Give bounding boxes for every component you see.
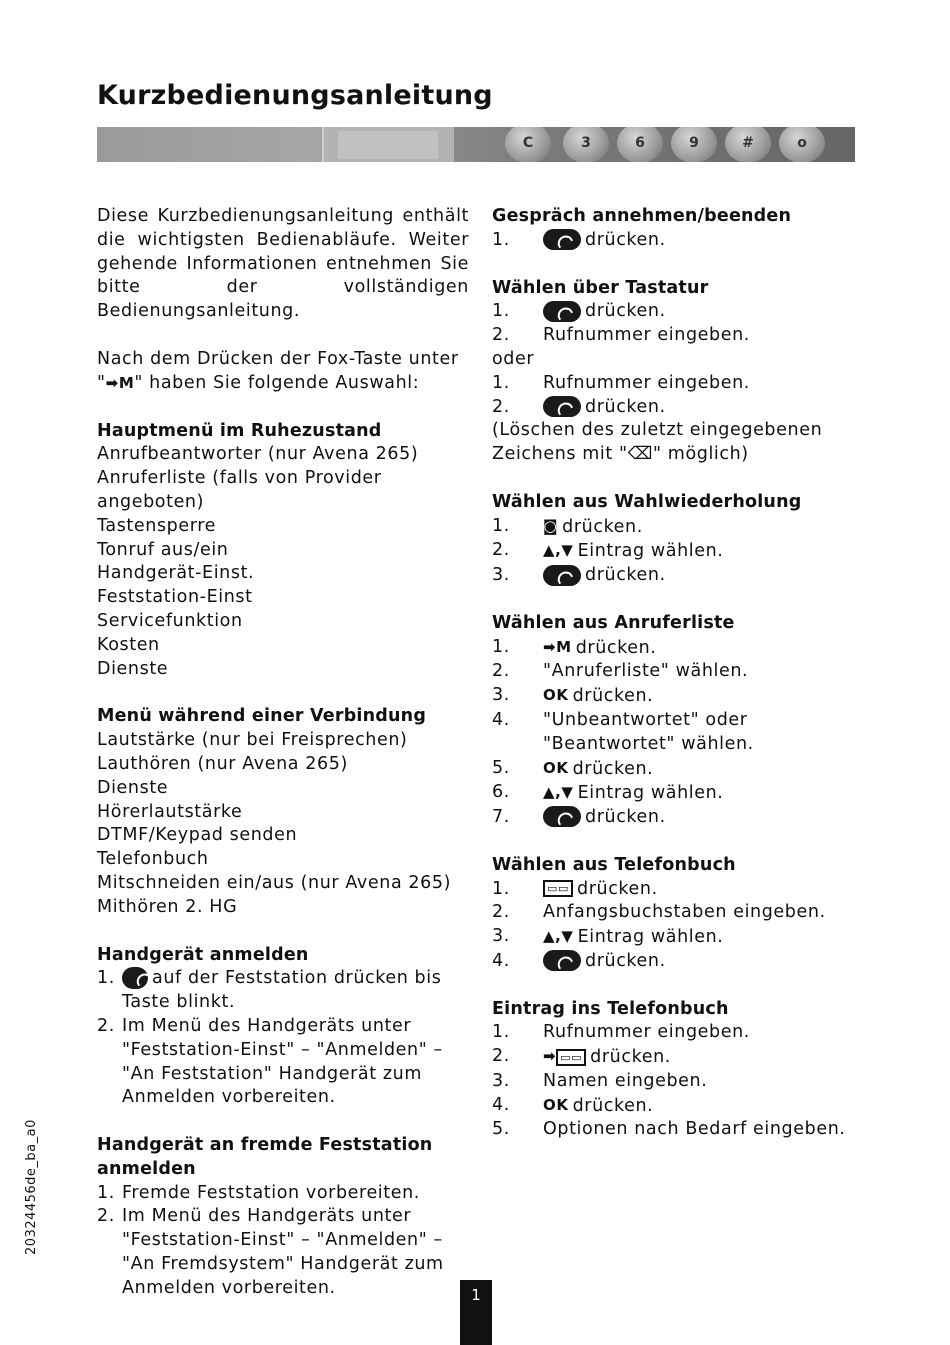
fox-menu-icon: ➡M <box>105 373 135 392</box>
fox-phonebook-icon: ➡ ▭▭ <box>543 1045 586 1069</box>
step-number: 1. <box>492 636 510 657</box>
keypad-key: 3 <box>563 127 609 162</box>
step-text: drücken. <box>590 1047 671 1068</box>
step-number: 6. <box>492 782 510 803</box>
menu-item: Mithören 2. HG <box>97 896 238 917</box>
step-item <box>492 660 857 684</box>
step-text: Im Menü des Handgeräts unter "Feststation-Einst" – "Anmelden" – "An Feststation" Handgerät zum Anmelden vorbereiten. <box>122 1015 443 1108</box>
step-text: drücken. <box>572 686 654 707</box>
step-item <box>492 1070 857 1094</box>
step-text: Eintrag wählen. <box>577 541 724 562</box>
step-number: 1. <box>492 878 510 899</box>
menu-item: Anruferliste (falls von Provider angeboten) <box>97 468 382 512</box>
menu-item: Feststation-Einst <box>97 587 253 608</box>
section-heading: Handgerät an fremde Feststation anmelden <box>97 1135 433 1179</box>
step-text: "Anruferliste" wählen. <box>543 661 749 682</box>
section-heading: Wählen aus Wahlwiederholung <box>492 491 802 512</box>
keypad-key: 6 <box>617 127 663 162</box>
step-number: 4. <box>492 709 510 730</box>
handset-keypad-photo <box>97 127 855 162</box>
step-text: Im Menü des Handgeräts unter "Feststation-Einst" – "Anmelden" – "An Fremdsystem" Handgerät zum Anmelden vorbereiten. <box>122 1206 444 1298</box>
register-steps <box>97 967 469 1110</box>
section-heading: Gespräch annehmen/beenden <box>492 206 792 226</box>
section-heading: Hauptmenü im Ruhezustand <box>97 420 382 441</box>
step-number: 1. <box>492 1022 510 1043</box>
document-code: 20324456de_ba_a0 <box>24 1119 39 1255</box>
keypad-key: # <box>725 127 771 162</box>
step-text: drücken. <box>585 565 666 586</box>
step-text: drücken. <box>585 396 666 417</box>
step-text: Eintrag wählen. <box>577 783 724 804</box>
step-number: 2. <box>97 1206 115 1227</box>
right-column <box>492 205 857 1142</box>
call-menu-list <box>97 729 469 919</box>
step-item <box>492 709 857 757</box>
step-text: Rufnummer eingeben. <box>543 1022 750 1043</box>
step-number: 1. <box>97 1182 115 1203</box>
step-item <box>492 950 857 974</box>
menu-item: Tastensperre <box>97 515 217 536</box>
step-number: 1. <box>492 372 510 393</box>
step-number: 1. <box>97 968 115 989</box>
step-text: drücken. <box>585 229 666 250</box>
main-menu-list <box>97 443 469 681</box>
step-item <box>492 396 857 420</box>
step-item <box>492 757 857 782</box>
step-item <box>492 515 857 540</box>
step-item <box>492 901 857 925</box>
up-down-arrows-icon: ▲,▼ <box>543 927 574 946</box>
fox-intro-paragraph <box>97 348 469 396</box>
section-heading: Wählen aus Telefonbuch <box>492 854 736 875</box>
step-item <box>97 1182 469 1206</box>
fox-menu-icon: ➡M <box>543 637 572 656</box>
step-item <box>492 1118 857 1142</box>
foreign-register-steps <box>97 1182 469 1301</box>
step-number: 4. <box>492 1094 510 1115</box>
step-text: "Unbeantwortet" oder "Beantwortet" wählen. <box>543 709 754 754</box>
section-heading: Eintrag ins Telefonbuch <box>492 998 729 1019</box>
ok-key-icon: OK <box>543 758 569 777</box>
step-item <box>492 348 857 372</box>
step-text: Optionen nach Bedarf eingeben. <box>543 1119 846 1140</box>
step-number: 2. <box>492 540 510 561</box>
phone-key-icon <box>543 229 581 250</box>
step-text: Fremde Feststation vorbereiten. <box>122 1182 420 1203</box>
step-number: 3. <box>492 1070 510 1091</box>
step-text: auf der Feststation drücken bis Taste blinkt. <box>122 968 442 1013</box>
step-item <box>492 372 857 396</box>
step-text: Namen eingeben. <box>543 1070 708 1091</box>
phone-key-icon <box>543 396 581 417</box>
step-item <box>492 324 857 348</box>
step-number: 5. <box>492 757 510 778</box>
keypad-key: C <box>505 127 551 162</box>
ok-key-icon: OK <box>543 686 569 705</box>
step-number: 2. <box>492 1046 510 1067</box>
step-number: 5. <box>492 1119 510 1140</box>
step-text: drücken. <box>572 758 654 779</box>
step-item <box>492 539 857 564</box>
step-number: 1. <box>492 229 510 250</box>
step-text: drücken. <box>572 1095 654 1116</box>
menu-item: Kosten <box>97 634 160 655</box>
step-item <box>492 1045 857 1070</box>
step-number: 1. <box>492 515 510 536</box>
step-text: drücken. <box>562 516 643 537</box>
fox-intro-tail: " haben Sie folgende Auswahl: <box>134 372 420 393</box>
redial-key-icon: ◙ <box>543 516 559 535</box>
step-item <box>492 419 857 467</box>
phone-key-icon <box>543 806 581 827</box>
paging-key-icon <box>122 967 148 989</box>
step-number: 3. <box>492 565 510 586</box>
up-down-arrows-icon: ▲,▼ <box>543 541 574 560</box>
page-number: 1 <box>460 1280 492 1345</box>
phone-key-icon <box>543 565 581 586</box>
menu-item: Lauthören (nur Avena 265) <box>97 753 348 774</box>
step-text: drücken. <box>577 878 658 899</box>
step-number: 1. <box>492 301 510 322</box>
menu-item: Mitschneiden ein/aus (nur Avena 265) <box>97 872 452 893</box>
step-item <box>492 229 857 253</box>
phone-key-icon <box>543 301 581 322</box>
step-number: 7. <box>492 806 510 827</box>
step-text: Anfangsbuchstaben eingeben. <box>543 902 826 923</box>
step-text: Rufnummer eingeben. <box>543 372 750 393</box>
page-title: Kurzbedienungsanleitung <box>97 80 493 111</box>
section-heading: Menü während einer Verbindung <box>97 706 427 727</box>
step-text: drücken. <box>585 301 666 322</box>
section-heading: Wählen aus Anruferliste <box>492 612 735 633</box>
menu-item: Dienste <box>97 658 169 679</box>
step-text: oder <box>492 348 535 369</box>
step-item <box>492 300 857 324</box>
intro-paragraph: Diese Kurzbedienungsanleitung enthält die wichtigsten Bedienabläufe. Weiter gehende Informationen entnehmen Sie bitte der vollständigen Bedienungsanleitung. <box>97 206 469 322</box>
up-down-arrows-icon: ▲,▼ <box>543 783 574 802</box>
menu-item: Telefonbuch <box>97 849 209 870</box>
step-item <box>97 1015 469 1110</box>
section-heading: Wählen über Tastatur <box>492 277 709 298</box>
left-column <box>97 205 469 1301</box>
fox-intro-text: Nach dem Drücken der Fox-Taste unter " <box>97 348 459 393</box>
step-item <box>492 564 857 588</box>
step-item <box>492 781 857 806</box>
keypad-key: 9 <box>671 127 717 162</box>
menu-item: Anrufbeantworter (nur Avena 265) <box>97 444 419 465</box>
step-number: 2. <box>492 661 510 682</box>
phonebook-key-icon: ▭▭ <box>543 880 573 897</box>
step-item <box>492 636 857 661</box>
step-item <box>492 1094 857 1119</box>
keypad-key: o <box>779 127 825 162</box>
step-number: 2. <box>492 396 510 417</box>
step-text: drücken. <box>575 637 657 658</box>
step-text: Rufnummer eingeben. <box>543 325 750 346</box>
step-number: 3. <box>492 926 510 947</box>
menu-item: Handgerät-Einst. <box>97 563 255 584</box>
step-item <box>97 1205 469 1300</box>
step-number: 2. <box>97 1015 115 1036</box>
step-item <box>492 684 857 709</box>
menu-item: Lautstärke (nur bei Freisprechen) <box>97 730 408 751</box>
step-number: 2. <box>492 325 510 346</box>
step-item <box>492 925 857 950</box>
menu-item: DTMF/Keypad senden <box>97 825 298 846</box>
step-text: drücken. <box>585 950 666 971</box>
menu-item: Dienste <box>97 777 169 798</box>
step-item <box>492 878 857 902</box>
step-text: Eintrag wählen. <box>577 927 724 948</box>
step-number: 3. <box>492 685 510 706</box>
step-text: drücken. <box>585 806 666 827</box>
step-item <box>97 967 469 1015</box>
section-heading: Handgerät anmelden <box>97 944 309 965</box>
ok-key-icon: OK <box>543 1095 569 1114</box>
phone-key-icon <box>543 950 581 971</box>
menu-item: Tonruf aus/ein <box>97 539 229 560</box>
handset-display <box>322 127 456 162</box>
step-number: 2. <box>492 902 510 923</box>
step-number: 4. <box>492 950 510 971</box>
menu-item: Servicefunktion <box>97 610 243 631</box>
step-item <box>492 806 857 830</box>
step-item <box>492 1021 857 1045</box>
menu-item: Hörerlautstärke <box>97 801 243 822</box>
step-text: (Löschen des zuletzt eingegebenen Zeichens mit "⌫" möglich) <box>492 420 823 465</box>
